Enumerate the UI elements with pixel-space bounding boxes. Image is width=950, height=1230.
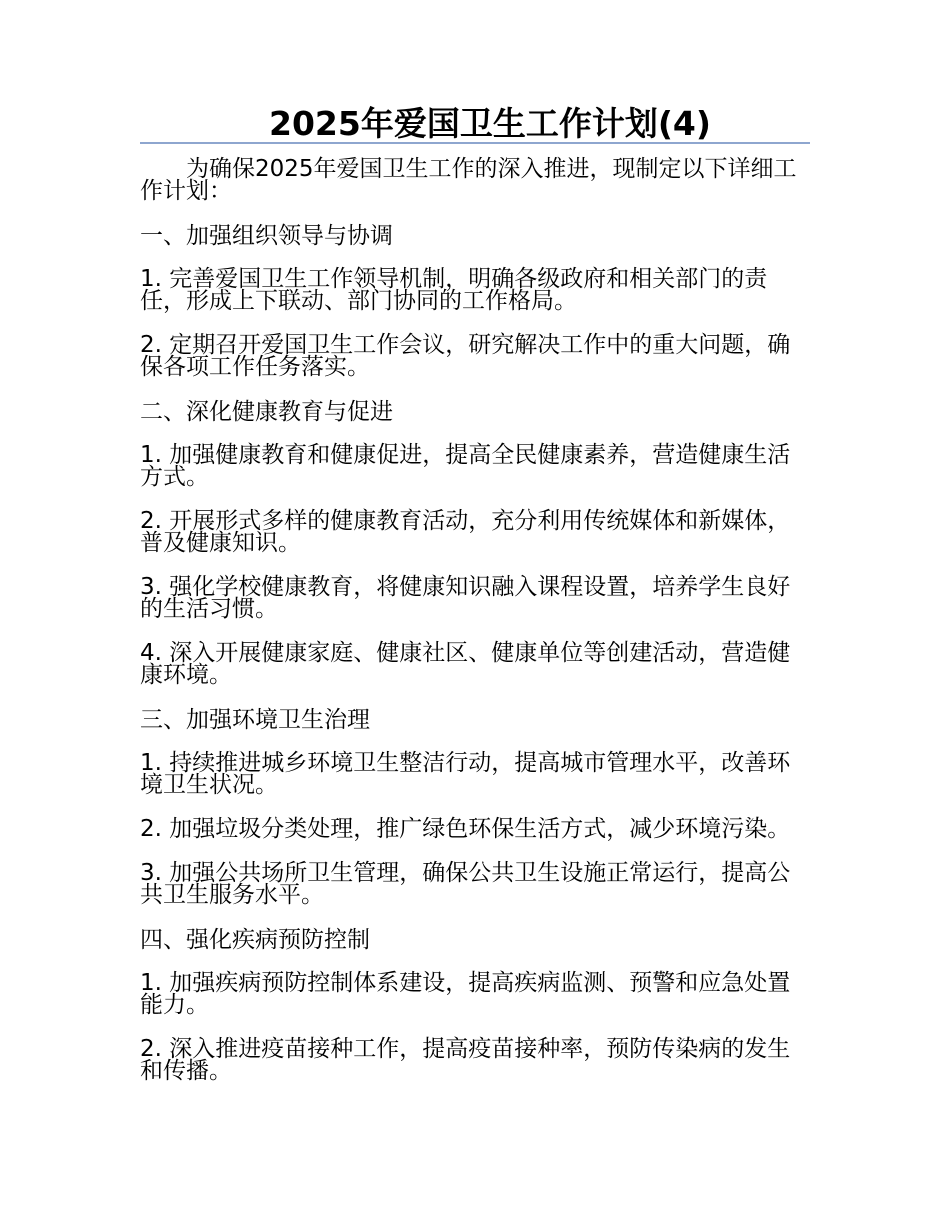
list-item: 2. 定期召开爱国卫生工作会议，研究解决工作中的重大问题，确保各项工作任务落实。 (140, 332, 791, 380)
list-item: 1. 持续推进城乡环境卫生整洁行动，提高城市管理水平，改善环境卫生状况。 (140, 750, 791, 798)
section-heading: 二、深化健康教育与促进 (140, 399, 393, 425)
section-4 (140, 928, 810, 1082)
list-item: 1. 完善爱国卫生工作领导机制，明确各级政府和相关部门的责任，形成上下联动、部门协同的工作格局。 (140, 266, 768, 314)
list-item: 3. 强化学校健康教育，将健康知识融入课程设置，培养学生良好的生活习惯。 (140, 574, 791, 622)
section-3 (140, 708, 810, 906)
list-item: 1. 加强疾病预防控制体系建设，提高疾病监测、预警和应急处置能力。 (140, 970, 791, 1018)
list-item: 4. 深入开展健康家庭、健康社区、健康单位等创建活动，营造健康环境。 (140, 640, 791, 688)
section-heading: 四、强化疾病预防控制 (140, 927, 370, 953)
list-item: 1. 加强健康教育和健康促进，提高全民健康素养，营造健康生活方式。 (140, 442, 791, 490)
title-block (140, 100, 810, 144)
section-heading: 三、加强环境卫生治理 (140, 707, 370, 733)
section-1 (140, 224, 810, 378)
section-2 (140, 400, 810, 686)
list-item: 2. 深入推进疫苗接种工作，提高疫苗接种率，预防传染病的发生和传播。 (140, 1036, 791, 1084)
document-title: 2025年爱国卫生工作计划(4) (269, 104, 711, 143)
list-item: 3. 加强公共场所卫生管理，确保公共卫生设施正常运行，提高公共卫生服务水平。 (140, 860, 791, 908)
intro-paragraph: 为确保2025年爱国卫生工作的深入推进，现制定以下详细工作计划： (140, 156, 797, 204)
list-item: 2. 开展形式多样的健康教育活动，充分利用传统媒体和新媒体，普及健康知识。 (140, 508, 791, 556)
section-heading: 一、加强组织领导与协调 (140, 223, 393, 249)
document-page (140, 100, 810, 1104)
list-item: 2. 加强垃圾分类处理，推广绿色环保生活方式，减少环境污染。 (140, 816, 791, 842)
